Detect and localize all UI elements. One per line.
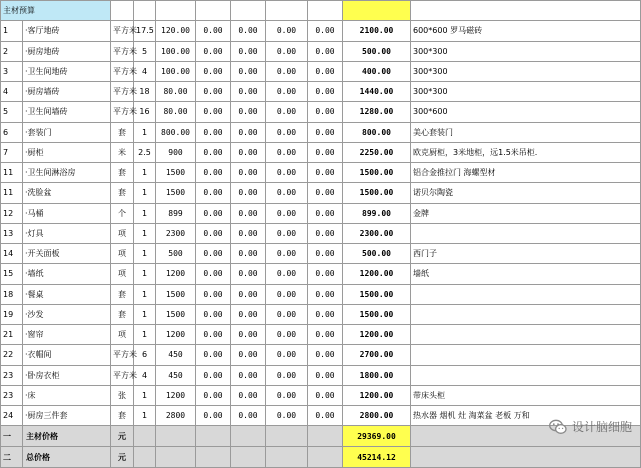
item-cost-1: 0.00 (196, 61, 231, 81)
item-name: ·墙纸 (23, 264, 111, 284)
item-cost-2: 0.00 (231, 264, 266, 284)
item-cost-4: 0.00 (308, 203, 343, 223)
table-row (1, 385, 641, 405)
item-cost-3: 0.00 (266, 163, 308, 183)
item-cost-2: 0.00 (231, 41, 266, 61)
item-cost-3: 0.00 (266, 41, 308, 61)
item-cost-2: 0.00 (231, 102, 266, 122)
table-row (1, 203, 641, 223)
item-cost-2: 0.00 (231, 21, 266, 41)
item-cost-2: 0.00 (231, 183, 266, 203)
item-cost-1: 0.00 (196, 244, 231, 264)
summary-unit: 元 (111, 426, 134, 447)
item-unit: 项 (111, 244, 134, 264)
item-name: ·卫生间墙砖 (23, 102, 111, 122)
item-cost-2: 0.00 (231, 223, 266, 243)
item-cost-2: 0.00 (231, 244, 266, 264)
summary-empty-cell (196, 447, 231, 468)
item-cost-1: 0.00 (196, 102, 231, 122)
item-cost-1: 0.00 (196, 264, 231, 284)
item-cost-3: 0.00 (266, 122, 308, 142)
summary-note (411, 447, 641, 468)
row-number: 4 (1, 82, 23, 102)
item-name: ·厨柜 (23, 142, 111, 162)
item-quantity: 1 (134, 203, 156, 223)
item-total: 400.00 (343, 61, 411, 81)
item-cost-1: 0.00 (196, 385, 231, 405)
item-unit-price: 1200 (156, 325, 196, 345)
item-cost-1: 0.00 (196, 203, 231, 223)
item-quantity: 5 (134, 41, 156, 61)
summary-empty-cell (196, 426, 231, 447)
summary-empty-cell (308, 426, 343, 447)
item-unit: 套 (111, 163, 134, 183)
row-number: 23 (1, 365, 23, 385)
item-unit: 项 (111, 223, 134, 243)
item-cost-4: 0.00 (308, 325, 343, 345)
item-total: 1280.00 (343, 102, 411, 122)
table-row (1, 223, 641, 243)
item-name: ·窗帘 (23, 325, 111, 345)
item-unit-price: 80.00 (156, 102, 196, 122)
row-number: 14 (1, 244, 23, 264)
summary-unit: 元 (111, 447, 134, 468)
item-name: ·沙发 (23, 304, 111, 324)
item-cost-1: 0.00 (196, 41, 231, 61)
item-total: 1200.00 (343, 385, 411, 405)
item-name: ·马桶 (23, 203, 111, 223)
item-name: ·套装门 (23, 122, 111, 142)
item-unit: 项 (111, 325, 134, 345)
summary-empty-cell (156, 426, 196, 447)
item-cost-4: 0.00 (308, 385, 343, 405)
item-note: 300*600 (411, 102, 641, 122)
item-cost-1: 0.00 (196, 82, 231, 102)
watermark-text: 设计脑细胞 (571, 420, 632, 434)
item-cost-3: 0.00 (266, 61, 308, 81)
item-unit: 平方米 (111, 102, 134, 122)
item-cost-4: 0.00 (308, 406, 343, 426)
item-quantity: 18 (134, 82, 156, 102)
table-row (1, 102, 641, 122)
row-number: 2 (1, 41, 23, 61)
summary-empty-cell (134, 426, 156, 447)
item-unit: 平方米 (111, 82, 134, 102)
header-row (1, 1, 641, 21)
table-row (1, 122, 641, 142)
item-cost-4: 0.00 (308, 122, 343, 142)
item-note: 诺贝尔陶瓷 (411, 183, 641, 203)
summary-label: 主材价格 (23, 426, 111, 447)
table-row (1, 21, 641, 41)
section-title: 主材预算 (1, 1, 111, 21)
item-quantity: 6 (134, 345, 156, 365)
item-quantity: 1 (134, 183, 156, 203)
item-cost-3: 0.00 (266, 82, 308, 102)
item-cost-4: 0.00 (308, 102, 343, 122)
item-unit-price: 800.00 (156, 122, 196, 142)
item-name: ·洗脸盆 (23, 183, 111, 203)
item-total: 1500.00 (343, 163, 411, 183)
item-quantity: 1 (134, 223, 156, 243)
item-unit-price: 2300 (156, 223, 196, 243)
summary-empty-cell (231, 426, 266, 447)
item-cost-4: 0.00 (308, 183, 343, 203)
item-cost-2: 0.00 (231, 61, 266, 81)
item-note: 300*300 (411, 82, 641, 102)
item-cost-1: 0.00 (196, 284, 231, 304)
item-cost-3: 0.00 (266, 385, 308, 405)
summary-empty-cell (231, 447, 266, 468)
table-row (1, 406, 641, 426)
item-cost-3: 0.00 (266, 325, 308, 345)
item-total: 1440.00 (343, 82, 411, 102)
row-number: 21 (1, 325, 23, 345)
summary-number: 二 (1, 447, 23, 468)
item-cost-1: 0.00 (196, 345, 231, 365)
item-name: ·开关面板 (23, 244, 111, 264)
item-note: 600*600 罗马磁砖 (411, 21, 641, 41)
item-note (411, 304, 641, 324)
item-total: 1800.00 (343, 365, 411, 385)
item-cost-4: 0.00 (308, 345, 343, 365)
total-column-header (343, 1, 411, 21)
item-note (411, 223, 641, 243)
item-quantity: 1 (134, 163, 156, 183)
item-cost-2: 0.00 (231, 82, 266, 102)
row-number: 19 (1, 304, 23, 324)
row-number: 23 (1, 385, 23, 405)
item-unit-price: 1500 (156, 163, 196, 183)
item-cost-4: 0.00 (308, 61, 343, 81)
item-quantity: 1 (134, 264, 156, 284)
item-unit: 套 (111, 183, 134, 203)
item-name: ·厨房三件套 (23, 406, 111, 426)
summary-total: 29369.00 (343, 426, 411, 447)
row-number: 5 (1, 102, 23, 122)
item-quantity: 4 (134, 61, 156, 81)
item-cost-3: 0.00 (266, 203, 308, 223)
item-cost-3: 0.00 (266, 284, 308, 304)
item-unit: 米 (111, 142, 134, 162)
item-cost-1: 0.00 (196, 365, 231, 385)
item-cost-4: 0.00 (308, 142, 343, 162)
item-unit-price: 1500 (156, 183, 196, 203)
row-number: 1 (1, 21, 23, 41)
row-number: 11 (1, 183, 23, 203)
item-unit: 平方米 (111, 365, 134, 385)
item-quantity: 1 (134, 406, 156, 426)
item-name: ·卫生间淋浴房 (23, 163, 111, 183)
item-unit-price: 1500 (156, 284, 196, 304)
item-unit-price: 2800 (156, 406, 196, 426)
item-cost-3: 0.00 (266, 304, 308, 324)
row-number: 11 (1, 163, 23, 183)
item-note: 美心套装门 (411, 122, 641, 142)
item-name: ·厨房地砖 (23, 41, 111, 61)
summary-empty-cell (308, 447, 343, 468)
item-unit-price: 900 (156, 142, 196, 162)
item-note: 墙纸 (411, 264, 641, 284)
table-row (1, 264, 641, 284)
item-quantity: 16 (134, 102, 156, 122)
table-row (1, 61, 641, 81)
item-total: 1200.00 (343, 264, 411, 284)
item-cost-4: 0.00 (308, 223, 343, 243)
table-row (1, 244, 641, 264)
item-unit-price: 100.00 (156, 41, 196, 61)
item-note: 300*300 (411, 61, 641, 81)
item-name: ·卫生间地砖 (23, 61, 111, 81)
item-cost-2: 0.00 (231, 304, 266, 324)
item-cost-2: 0.00 (231, 122, 266, 142)
row-number: 22 (1, 345, 23, 365)
item-unit-price: 1200 (156, 264, 196, 284)
item-cost-2: 0.00 (231, 163, 266, 183)
item-unit-price: 1500 (156, 304, 196, 324)
item-cost-4: 0.00 (308, 21, 343, 41)
summary-row (1, 447, 641, 468)
summary-row (1, 426, 641, 447)
item-unit: 个 (111, 203, 134, 223)
item-unit-price: 1200 (156, 385, 196, 405)
item-cost-3: 0.00 (266, 244, 308, 264)
item-quantity: 1 (134, 284, 156, 304)
summary-empty-cell (266, 447, 308, 468)
item-note: 西门子 (411, 244, 641, 264)
wechat-icon (549, 419, 567, 435)
row-number: 24 (1, 406, 23, 426)
item-note (411, 365, 641, 385)
item-quantity: 1 (134, 304, 156, 324)
item-quantity: 1 (134, 325, 156, 345)
row-number: 3 (1, 61, 23, 81)
summary-label: 总价格 (23, 447, 111, 468)
item-cost-4: 0.00 (308, 304, 343, 324)
item-cost-3: 0.00 (266, 223, 308, 243)
item-quantity: 1 (134, 244, 156, 264)
item-total: 1500.00 (343, 183, 411, 203)
item-unit-price: 450 (156, 345, 196, 365)
row-number: 7 (1, 142, 23, 162)
item-note (411, 284, 641, 304)
item-cost-2: 0.00 (231, 365, 266, 385)
item-cost-4: 0.00 (308, 365, 343, 385)
table-row (1, 325, 641, 345)
table-row (1, 82, 641, 102)
item-cost-1: 0.00 (196, 223, 231, 243)
item-cost-1: 0.00 (196, 142, 231, 162)
table-row (1, 345, 641, 365)
item-unit: 平方米 (111, 21, 134, 41)
item-cost-4: 0.00 (308, 163, 343, 183)
item-cost-2: 0.00 (231, 406, 266, 426)
item-cost-1: 0.00 (196, 163, 231, 183)
item-total: 1500.00 (343, 304, 411, 324)
item-quantity: 4 (134, 365, 156, 385)
item-cost-3: 0.00 (266, 365, 308, 385)
item-cost-2: 0.00 (231, 385, 266, 405)
item-quantity: 17.5 (134, 21, 156, 41)
item-cost-2: 0.00 (231, 345, 266, 365)
item-unit: 套 (111, 304, 134, 324)
item-cost-3: 0.00 (266, 102, 308, 122)
item-note (411, 345, 641, 365)
item-name: ·客厅地砖 (23, 21, 111, 41)
item-unit: 套 (111, 284, 134, 304)
summary-total: 45214.12 (343, 447, 411, 468)
item-cost-2: 0.00 (231, 203, 266, 223)
item-cost-1: 0.00 (196, 21, 231, 41)
item-unit-price: 120.00 (156, 21, 196, 41)
item-total: 500.00 (343, 41, 411, 61)
item-name: ·衣帽间 (23, 345, 111, 365)
item-unit: 平方米 (111, 41, 134, 61)
item-total: 500.00 (343, 244, 411, 264)
row-number: 6 (1, 122, 23, 142)
item-unit: 套 (111, 406, 134, 426)
item-unit-price: 100.00 (156, 61, 196, 81)
item-cost-1: 0.00 (196, 183, 231, 203)
item-name: ·灯具 (23, 223, 111, 243)
item-cost-3: 0.00 (266, 264, 308, 284)
item-note: 铝合金推拉门 海螺型材 (411, 163, 641, 183)
table-row (1, 304, 641, 324)
summary-empty-cell (134, 447, 156, 468)
item-cost-2: 0.00 (231, 284, 266, 304)
row-number: 15 (1, 264, 23, 284)
item-cost-4: 0.00 (308, 244, 343, 264)
item-quantity: 1 (134, 385, 156, 405)
item-cost-3: 0.00 (266, 406, 308, 426)
item-cost-4: 0.00 (308, 284, 343, 304)
item-unit: 项 (111, 264, 134, 284)
item-total: 1500.00 (343, 284, 411, 304)
item-cost-2: 0.00 (231, 142, 266, 162)
item-total: 2800.00 (343, 406, 411, 426)
item-unit: 套 (111, 122, 134, 142)
item-total: 2250.00 (343, 142, 411, 162)
item-cost-3: 0.00 (266, 183, 308, 203)
item-note: 热水器 烟机 灶 淘菜盆 老板 万和 (411, 406, 641, 426)
item-total: 1200.00 (343, 325, 411, 345)
item-note: 带床头柜 (411, 385, 641, 405)
item-note: 金牌 (411, 203, 641, 223)
summary-number: 一 (1, 426, 23, 447)
item-unit-price: 80.00 (156, 82, 196, 102)
item-cost-3: 0.00 (266, 142, 308, 162)
table-row (1, 142, 641, 162)
row-number: 13 (1, 223, 23, 243)
row-number: 12 (1, 203, 23, 223)
item-quantity: 2.5 (134, 142, 156, 162)
item-unit-price: 500 (156, 244, 196, 264)
item-cost-4: 0.00 (308, 41, 343, 61)
watermark (549, 418, 632, 435)
item-unit: 平方米 (111, 345, 134, 365)
item-name: ·餐桌 (23, 284, 111, 304)
item-unit: 张 (111, 385, 134, 405)
summary-empty-cell (266, 426, 308, 447)
item-name: ·床 (23, 385, 111, 405)
item-quantity: 1 (134, 122, 156, 142)
table-row (1, 41, 641, 61)
item-total: 2300.00 (343, 223, 411, 243)
item-cost-1: 0.00 (196, 122, 231, 142)
item-cost-2: 0.00 (231, 325, 266, 345)
table-row (1, 365, 641, 385)
item-cost-4: 0.00 (308, 82, 343, 102)
item-cost-3: 0.00 (266, 21, 308, 41)
item-total: 899.00 (343, 203, 411, 223)
item-name: ·卧房衣柜 (23, 365, 111, 385)
item-unit: 平方米 (111, 61, 134, 81)
item-cost-1: 0.00 (196, 304, 231, 324)
item-name: ·厨房墙砖 (23, 82, 111, 102)
item-cost-1: 0.00 (196, 406, 231, 426)
item-cost-1: 0.00 (196, 325, 231, 345)
table-row (1, 284, 641, 304)
item-note: 欧克厨柜，3米地柜，远1.5米吊柜. (411, 142, 641, 162)
table-row (1, 163, 641, 183)
item-total: 800.00 (343, 122, 411, 142)
row-number: 18 (1, 284, 23, 304)
item-cost-4: 0.00 (308, 264, 343, 284)
item-unit-price: 899 (156, 203, 196, 223)
item-note: 300*300 (411, 41, 641, 61)
table-row (1, 183, 641, 203)
item-cost-3: 0.00 (266, 345, 308, 365)
item-unit-price: 450 (156, 365, 196, 385)
item-total: 2700.00 (343, 345, 411, 365)
item-note (411, 325, 641, 345)
summary-empty-cell (156, 447, 196, 468)
item-total: 2100.00 (343, 21, 411, 41)
